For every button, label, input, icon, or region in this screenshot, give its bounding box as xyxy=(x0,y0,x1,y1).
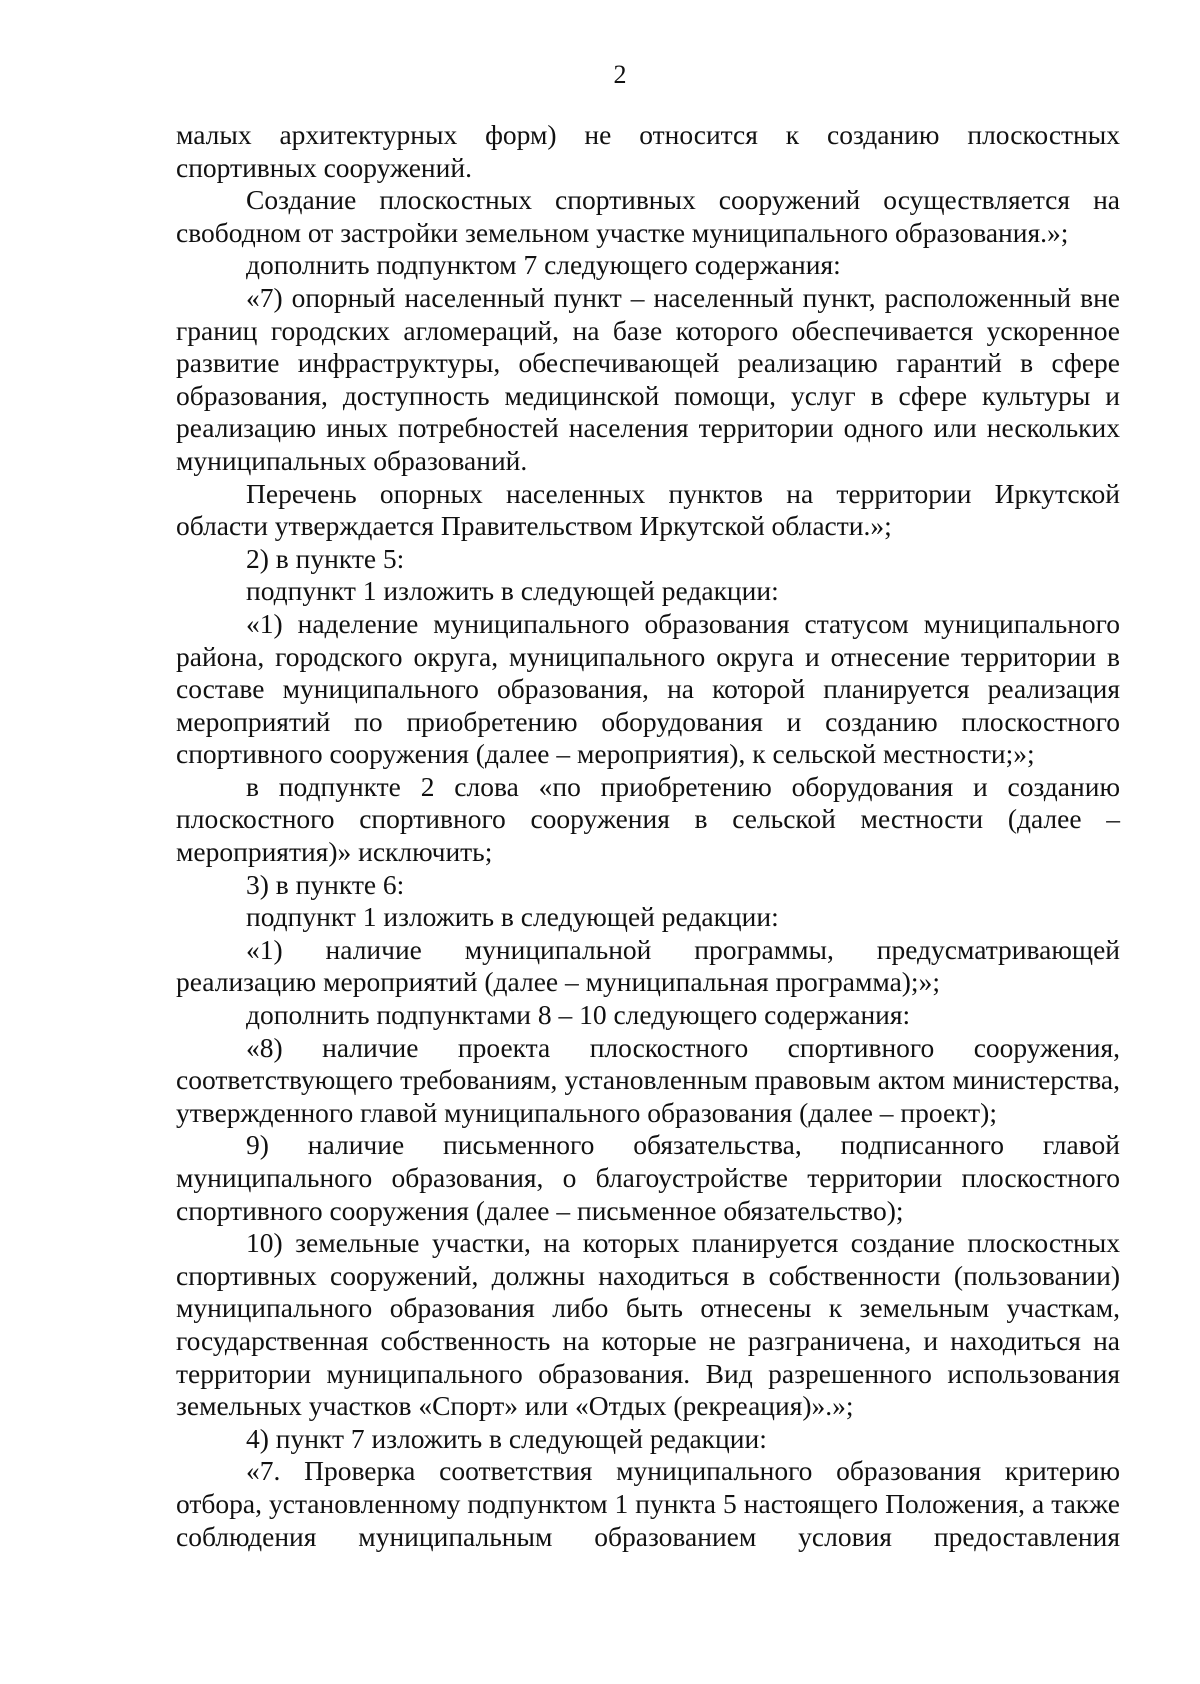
paragraph-continuation: малых архитектурных форм) не относится к созданию плоскостных спортивных сооружений. xyxy=(176,119,1120,183)
paragraph: дополнить подпунктами 8 – 10 следующего содержания: xyxy=(246,999,911,1031)
paragraph: 2) в пункте 5: xyxy=(246,542,405,574)
paragraph: дополнить подпунктом 7 следующего содержания: xyxy=(246,249,841,281)
paragraph: 10) земельные участки, на которых планируется создание плоскостных спортивных сооружений, должны находиться в собственности (пользовании) муниципального образования либо быть отнесены к земельным участкам, государственная собственность на которые не разграничена, и находиться на территории муниципального образования. Вид разрешенного использования земельных участков «Спорт» или «Отдых (рекреация)».»; xyxy=(176,1227,1120,1422)
paragraph-continued: «7. Проверка соответствия муниципального образования критерию отбора, установленному подпунктом 1 пункта 5 настоящего Положения, а также соблюдения муниципальным образованием условия предоставления xyxy=(176,1455,1120,1552)
paragraph: подпункт 1 изложить в следующей редакции: xyxy=(246,575,779,607)
paragraph: Создание плоскостных спортивных сооружений осуществляется на свободном от застройки земельном участке муниципального образования.»; xyxy=(176,184,1120,248)
paragraph: Перечень опорных населенных пунктов на территории Иркутской области утверждается Правительством Иркутской области.»; xyxy=(176,477,1120,542)
page-number: 2 xyxy=(613,60,627,89)
paragraph: «8) наличие проекта плоскостного спортивного сооружения, соответствующего требованиям, установленным правовым актом министерства, утвержденного главой муниципального образования (далее – проект); xyxy=(176,1031,1120,1128)
paragraph: в подпункте 2 слова «по приобретению оборудования и созданию плоскостного спортивного сооружения в сельской местности (далее – мероприятия)» исключить; xyxy=(176,770,1120,868)
document-body xyxy=(176,119,1120,1553)
paragraph: «1) наличие муниципальной программы, предусматривающей реализацию мероприятий (далее – муниципальная программа);»; xyxy=(176,933,1120,998)
paragraph: 4) пункт 7 изложить в следующей редакции: xyxy=(246,1422,767,1454)
paragraph: 9) наличие письменного обязательства, подписанного главой муниципального образования, о благоустройстве территории плоскостного спортивного сооружения (далее – письменное обязательство); xyxy=(176,1129,1120,1226)
paragraph: «1) наделение муниципального образования статусом муниципального района, городского округа, муниципального округа и отнесение территории в составе муниципального образования, на которой планируется реализация мероприятий по приобретению оборудования и созданию плоскостного спортивного сооружения (далее – мероприятия), к сельской местности;»; xyxy=(176,607,1120,770)
paragraph: «7) опорный населенный пункт – населенный пункт, расположенный вне границ городских агломераций, на базе которого обеспечивается ускоренное развитие инфраструктуры, обеспечивающей реализацию гарантий в сфере образования, доступность медицинской помощи, услуг в сфере культуры и реализацию иных потребностей населения территории одного или нескольких муниципальных образований. xyxy=(176,281,1120,476)
paragraph: подпункт 1 изложить в следующей редакции: xyxy=(246,901,779,933)
paragraph: 3) в пункте 6: xyxy=(246,868,405,900)
